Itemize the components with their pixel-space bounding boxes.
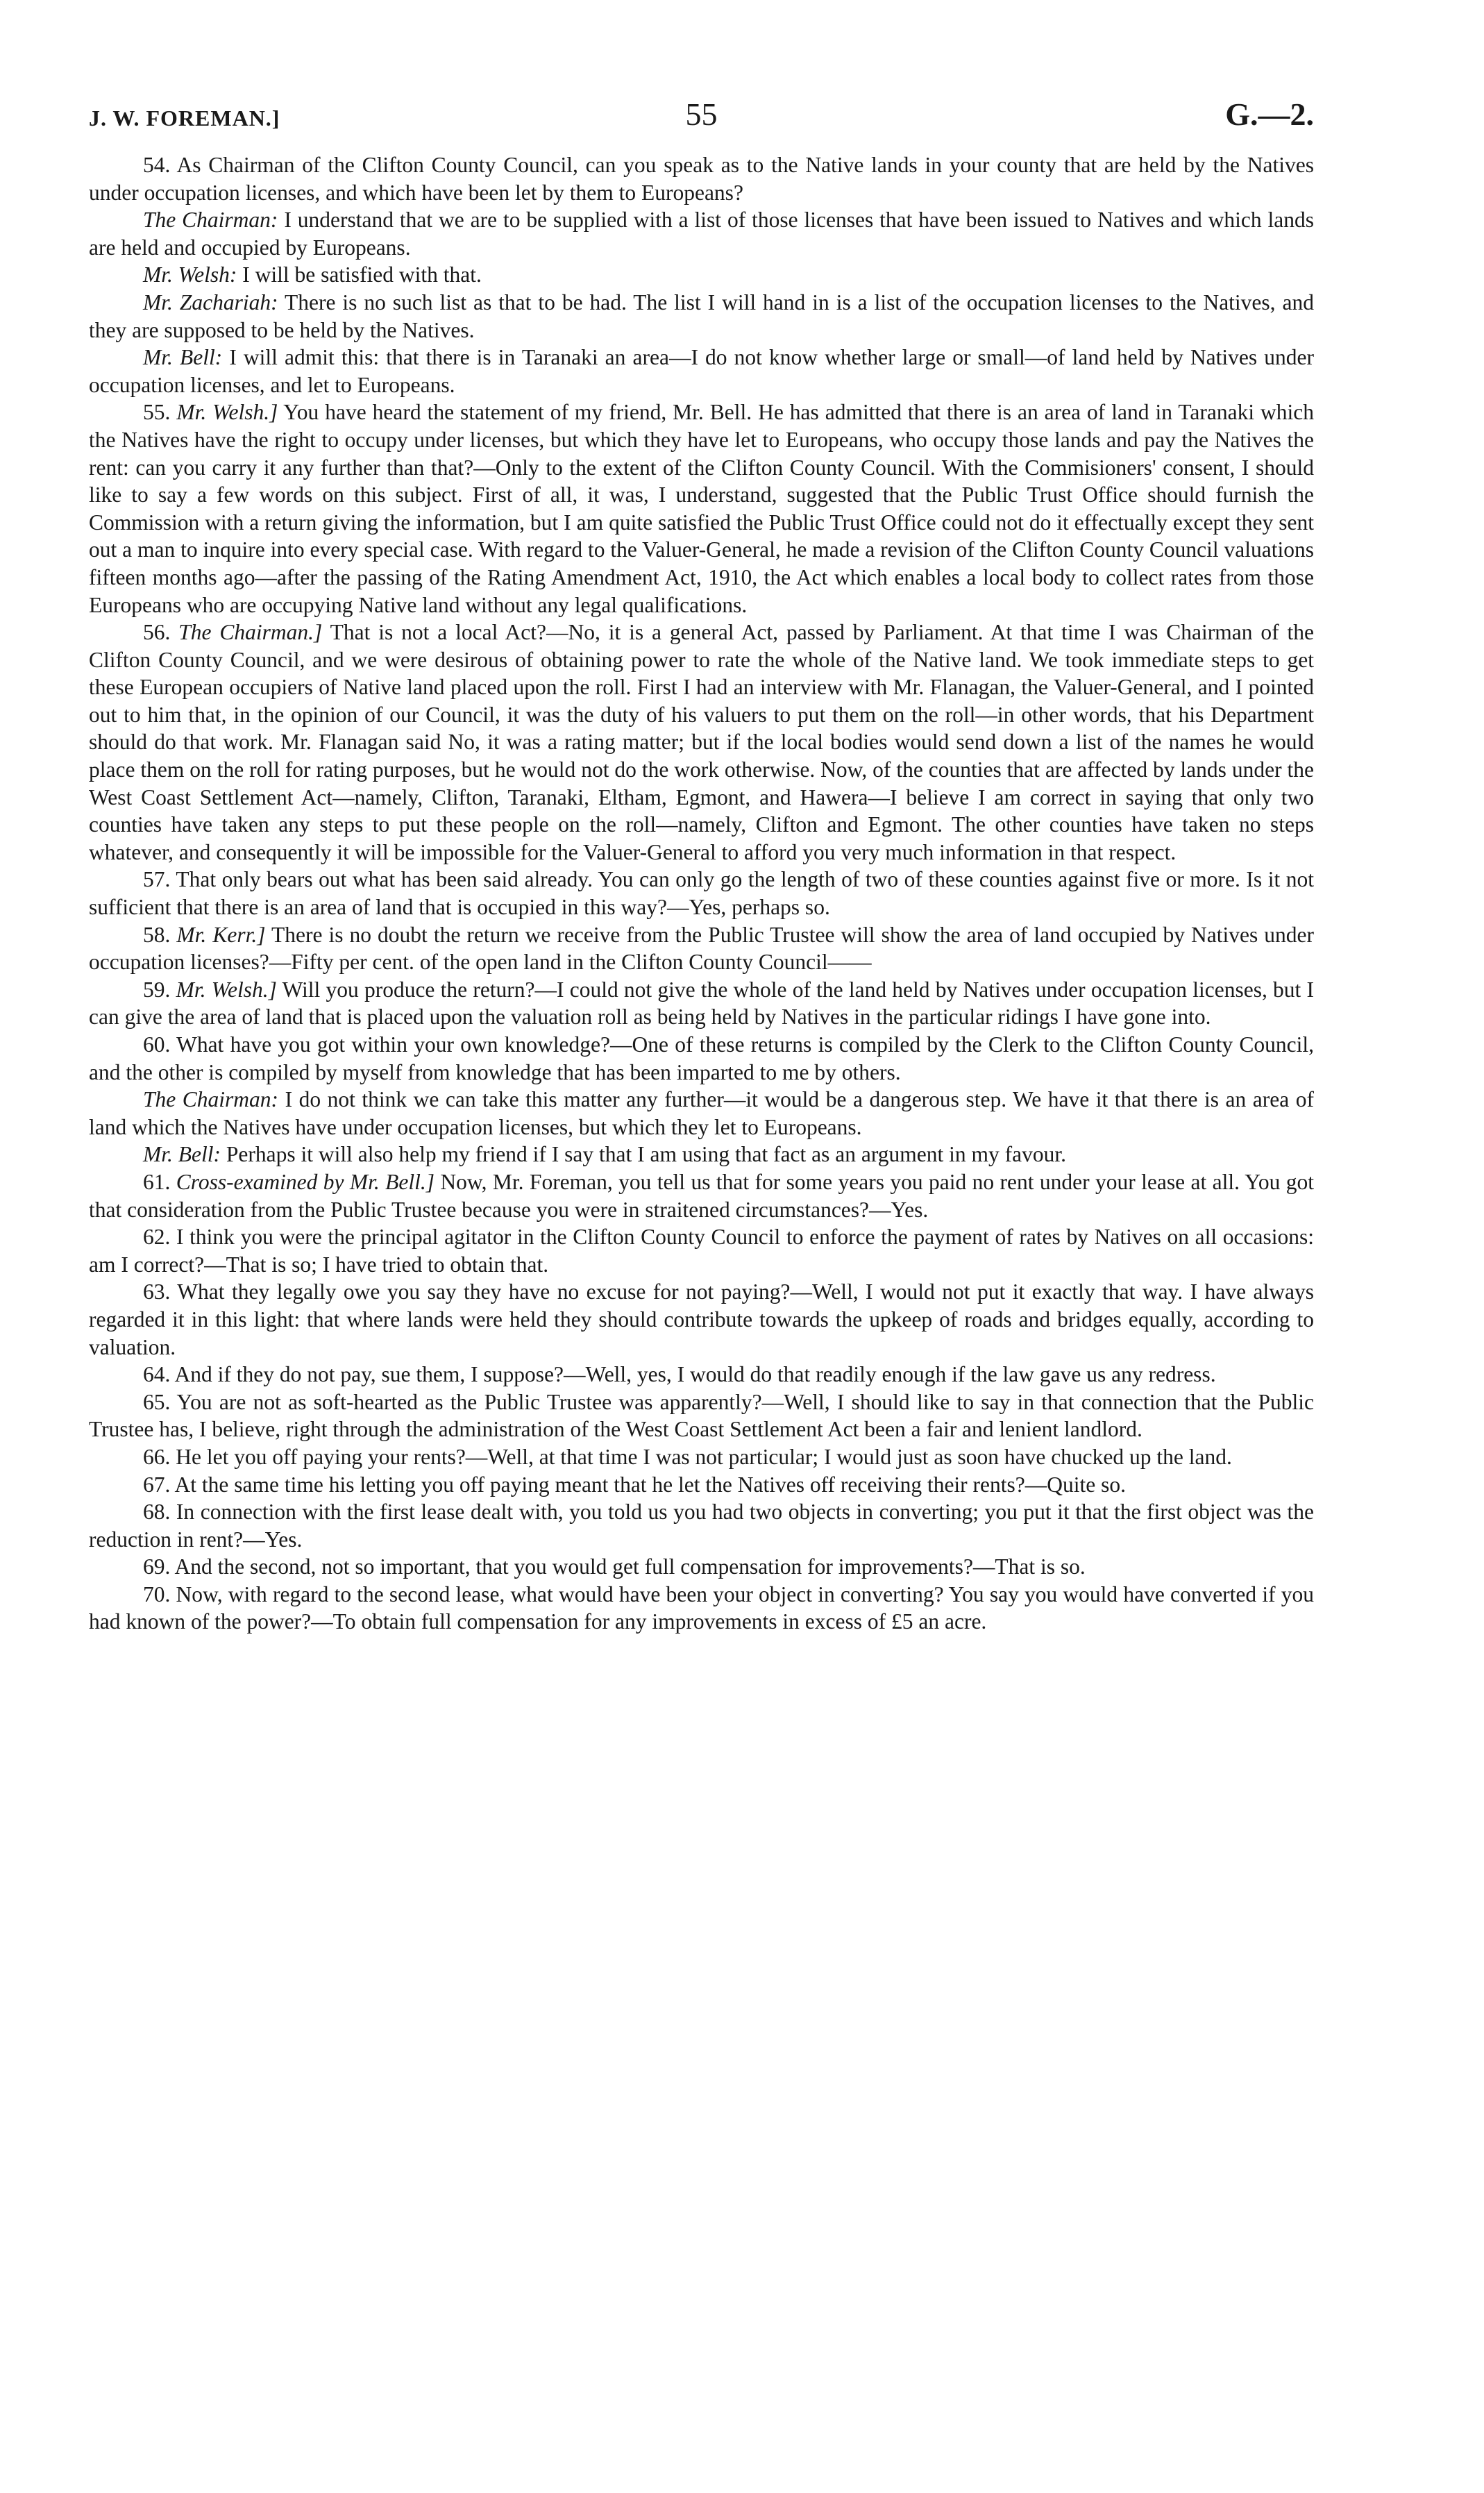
paragraph-text: 60. What have you got within your own knowledge?—One of these returns is compiled by the Clerk to the Clifton County Council, and the other is compiled by myself from knowledge that has been imparted to me by others. <box>89 1032 1314 1084</box>
paragraph-text: There is no such list as that to be had. The list I will hand in is a list of the occupation licenses to the Natives, and they are supposed to be held by the Natives. <box>89 289 1314 342</box>
question-number: 56. <box>143 620 179 645</box>
speaker-label: The Chairman: <box>143 208 278 233</box>
document-reference: G.—2. <box>1225 96 1314 132</box>
paragraph-text: I will admit this: that there is in Taranaki an area—I do not know whether large or small—of land held by Natives under occupation licenses, and let to Europeans. <box>89 345 1314 397</box>
paragraph-text: Perhaps it will also help my friend if I say that I am using that fact as an argument in my favour. <box>220 1142 1066 1167</box>
speaker-label: Mr. Zachariah: <box>143 289 278 314</box>
paragraph <box>89 289 1314 344</box>
paragraph-text: 67. At the same time his letting you off paying meant that he let the Natives off receiving their rents?—Quite so. <box>143 1472 1126 1497</box>
paragraph <box>89 398 1314 619</box>
speaker-label: Mr. Welsh.] <box>176 977 277 1002</box>
paragraph <box>89 1498 1314 1553</box>
paragraph <box>89 151 1314 206</box>
paragraph <box>89 1388 1314 1443</box>
paragraph-text: 65. You are not as soft-hearted as the Public Trustee was apparently?—Well, I should like to say in that connection that the Public Trustee has, I believe, right through the administration of the West Coast Settlement Act been a fair and lenient landlord. <box>89 1389 1314 1442</box>
paragraph-text: 66. He let you off paying your rents?—Well, at that time I was not particular; I would just as soon have chucked up the land. <box>143 1444 1232 1469</box>
paragraph <box>89 1086 1314 1141</box>
speaker-label: The Chairman.] <box>178 620 323 645</box>
paragraph-text: I understand that we are to be supplied with a list of those licenses that have been issued to Natives and which lands are held and occupied by Europeans. <box>89 208 1314 260</box>
question-number: 59. <box>143 977 176 1002</box>
page-header <box>89 90 1314 139</box>
paragraph <box>89 344 1314 398</box>
paragraph <box>89 1031 1314 1086</box>
speaker-label: Cross-examined by Mr. Bell.] <box>176 1169 435 1194</box>
speaker-label: Mr. Bell: <box>143 1142 221 1167</box>
paragraph-text: There is no doubt the return we receive from the Public Trustee will show the area of land occupied by Natives under occupation licenses?—Fifty per cent. of the open land in the Clifton County Council—— <box>89 922 1314 975</box>
paragraph-text: 64. And if they do not pay, sue them, I suppose?—Well, yes, I would do that readily enough if the law gave us any redress. <box>143 1362 1216 1387</box>
paragraph-text: 62. I think you were the principal agitator in the Clifton County Council to enforce the payment of rates by Natives on all occasions: am I correct?—That is so; I have tried to obtain that. <box>89 1225 1314 1277</box>
paragraph <box>89 261 1314 289</box>
paragraph-text: I will be satisfied with that. <box>237 262 482 287</box>
paragraph-text: 57. That only bears out what has been said already. You can only go the length of two of these counties against five or more. Is it not sufficient that there is an area of land that is occupied in this way?—Yes, perhaps so. <box>89 867 1314 920</box>
paragraph-text: That is not a local Act?—No, it is a general Act, passed by Parliament. At that time I was Chairman of the Clifton County Council, and we were desirous of obtaining power to rate the whole of the Native land. We took immediate steps to get these European occupiers of Native land placed upon the roll. First I had an interview with Mr. Flanagan, the Valuer-General, and I pointed out to him that, in the opinion of our Council, it was the duty of his valuers to put them on the roll—in other words, that his Department should do that work. Mr. Flanagan said No, it was a rating matter; but if the local bodies would send down a list of the names he would place them on the roll for rating purposes, but he would not do the work otherwise. Now, of the counties that are affected by lands under the West Coast Settlement Act—namely, Clifton, Taranaki, Eltham, Egmont, and Hawera—I believe I am correct in saying that only two counties have taken any steps to put these people on the roll—namely, Clifton and Egmont. The other counties have taken no steps whatever, and consequently it will be impossible for the Valuer-General to afford you very much information in that respect. <box>89 620 1314 864</box>
paragraph-text: 69. And the second, not so important, that you would get full compensation for improvements?—That is so. <box>143 1554 1086 1579</box>
paragraph-text: Will you produce the return?—I could not give the whole of the land held by Natives under occupation licenses, but I can give the area of land that is placed upon the valuation roll as being held by Natives in the particular ridings I have gone into. <box>89 977 1315 1030</box>
paragraph <box>89 1223 1314 1278</box>
paragraph-text: I do not think we can take this matter any further—it would be a dangerous step. We have it that there is an area of land which the Natives have under occupation licenses, but which they let to Europeans. <box>89 1087 1314 1139</box>
question-number: 55. <box>143 400 177 425</box>
paragraph <box>89 1141 1314 1168</box>
page-number: 55 <box>685 96 718 132</box>
question-number: 61. <box>143 1169 176 1194</box>
paragraph-text: 63. What they legally owe you say they have no excuse for not paying?—Well, I would not put it exactly that way. I have always regarded it in this light: that where lands were held they should contribute towards the upkeep of roads and bridges equally, according to valuation. <box>89 1279 1314 1359</box>
paragraph <box>89 1361 1314 1388</box>
paragraph-text: 68. In connection with the first lease dealt with, you told us you had two objects in converting; you put it that the first object was the reduction in rent?—Yes. <box>89 1500 1314 1552</box>
paragraph <box>89 1581 1314 1636</box>
paragraph <box>89 1443 1314 1471</box>
paragraph <box>89 1278 1314 1361</box>
paragraph <box>89 921 1314 976</box>
paragraph-text: Now, Mr. Foreman, you tell us that for some years you paid no rent under your lease at all. You got that consideration from the Public Trustee because you were in straitened circumstances?—Yes. <box>89 1169 1314 1222</box>
paragraph <box>89 619 1314 866</box>
paragraph <box>89 1168 1314 1223</box>
question-number: 58. <box>143 922 177 947</box>
paragraph-text: 70. Now, with regard to the second lease, what would have been your object in converting? You say you would have converted if you had known of the power?—To obtain full compensation for any improvements in excess of £5 an acre. <box>89 1581 1314 1634</box>
paragraph-text: You have heard the statement of my friend, Mr. Bell. He has admitted that there is an area of land in Taranaki which the Natives have the right to occupy under licenses, but which they have let to Europeans, who occupy those lands and pay the Natives the rent: can you carry it any further than that?—Only to the extent of the Clifton County Council. With the Commisioners' consent, I should like to say a few words on this subject. First of all, it was, I understand, suggested that the Public Trust Office should furnish the Commission with a return giving the information, but I am quite satisfied the Public Trust Office could not do it effectually except they sent out a man to inquire into every special case. With regard to the Valuer-General, he made a revision of the Clifton County Council valuations fifteen months ago—after the passing of the Rating Amendment Act, 1910, the Act which enables a local body to collect rates from those Europeans who are occupying Native land without any legal qualifications. <box>89 400 1315 617</box>
speaker-label: Mr. Welsh: <box>143 262 237 287</box>
speaker-label: Mr. Kerr.] <box>176 922 266 947</box>
paragraph <box>89 1553 1314 1581</box>
document-body <box>89 151 1314 1636</box>
speaker-label: Mr. Welsh.] <box>176 400 278 425</box>
paragraph <box>89 976 1314 1031</box>
paragraph <box>89 1471 1314 1499</box>
witness-name: J. W. FOREMAN.] <box>89 106 280 131</box>
paragraph <box>89 866 1314 921</box>
speaker-label: The Chairman: <box>143 1087 279 1112</box>
paragraph-text: 54. As Chairman of the Clifton County Council, can you speak as to the Native lands in your county that are held by the Natives under occupation licenses, and which have been let by them to Europeans? <box>89 153 1314 205</box>
paragraph <box>89 206 1314 261</box>
speaker-label: Mr. Bell: <box>143 345 223 370</box>
